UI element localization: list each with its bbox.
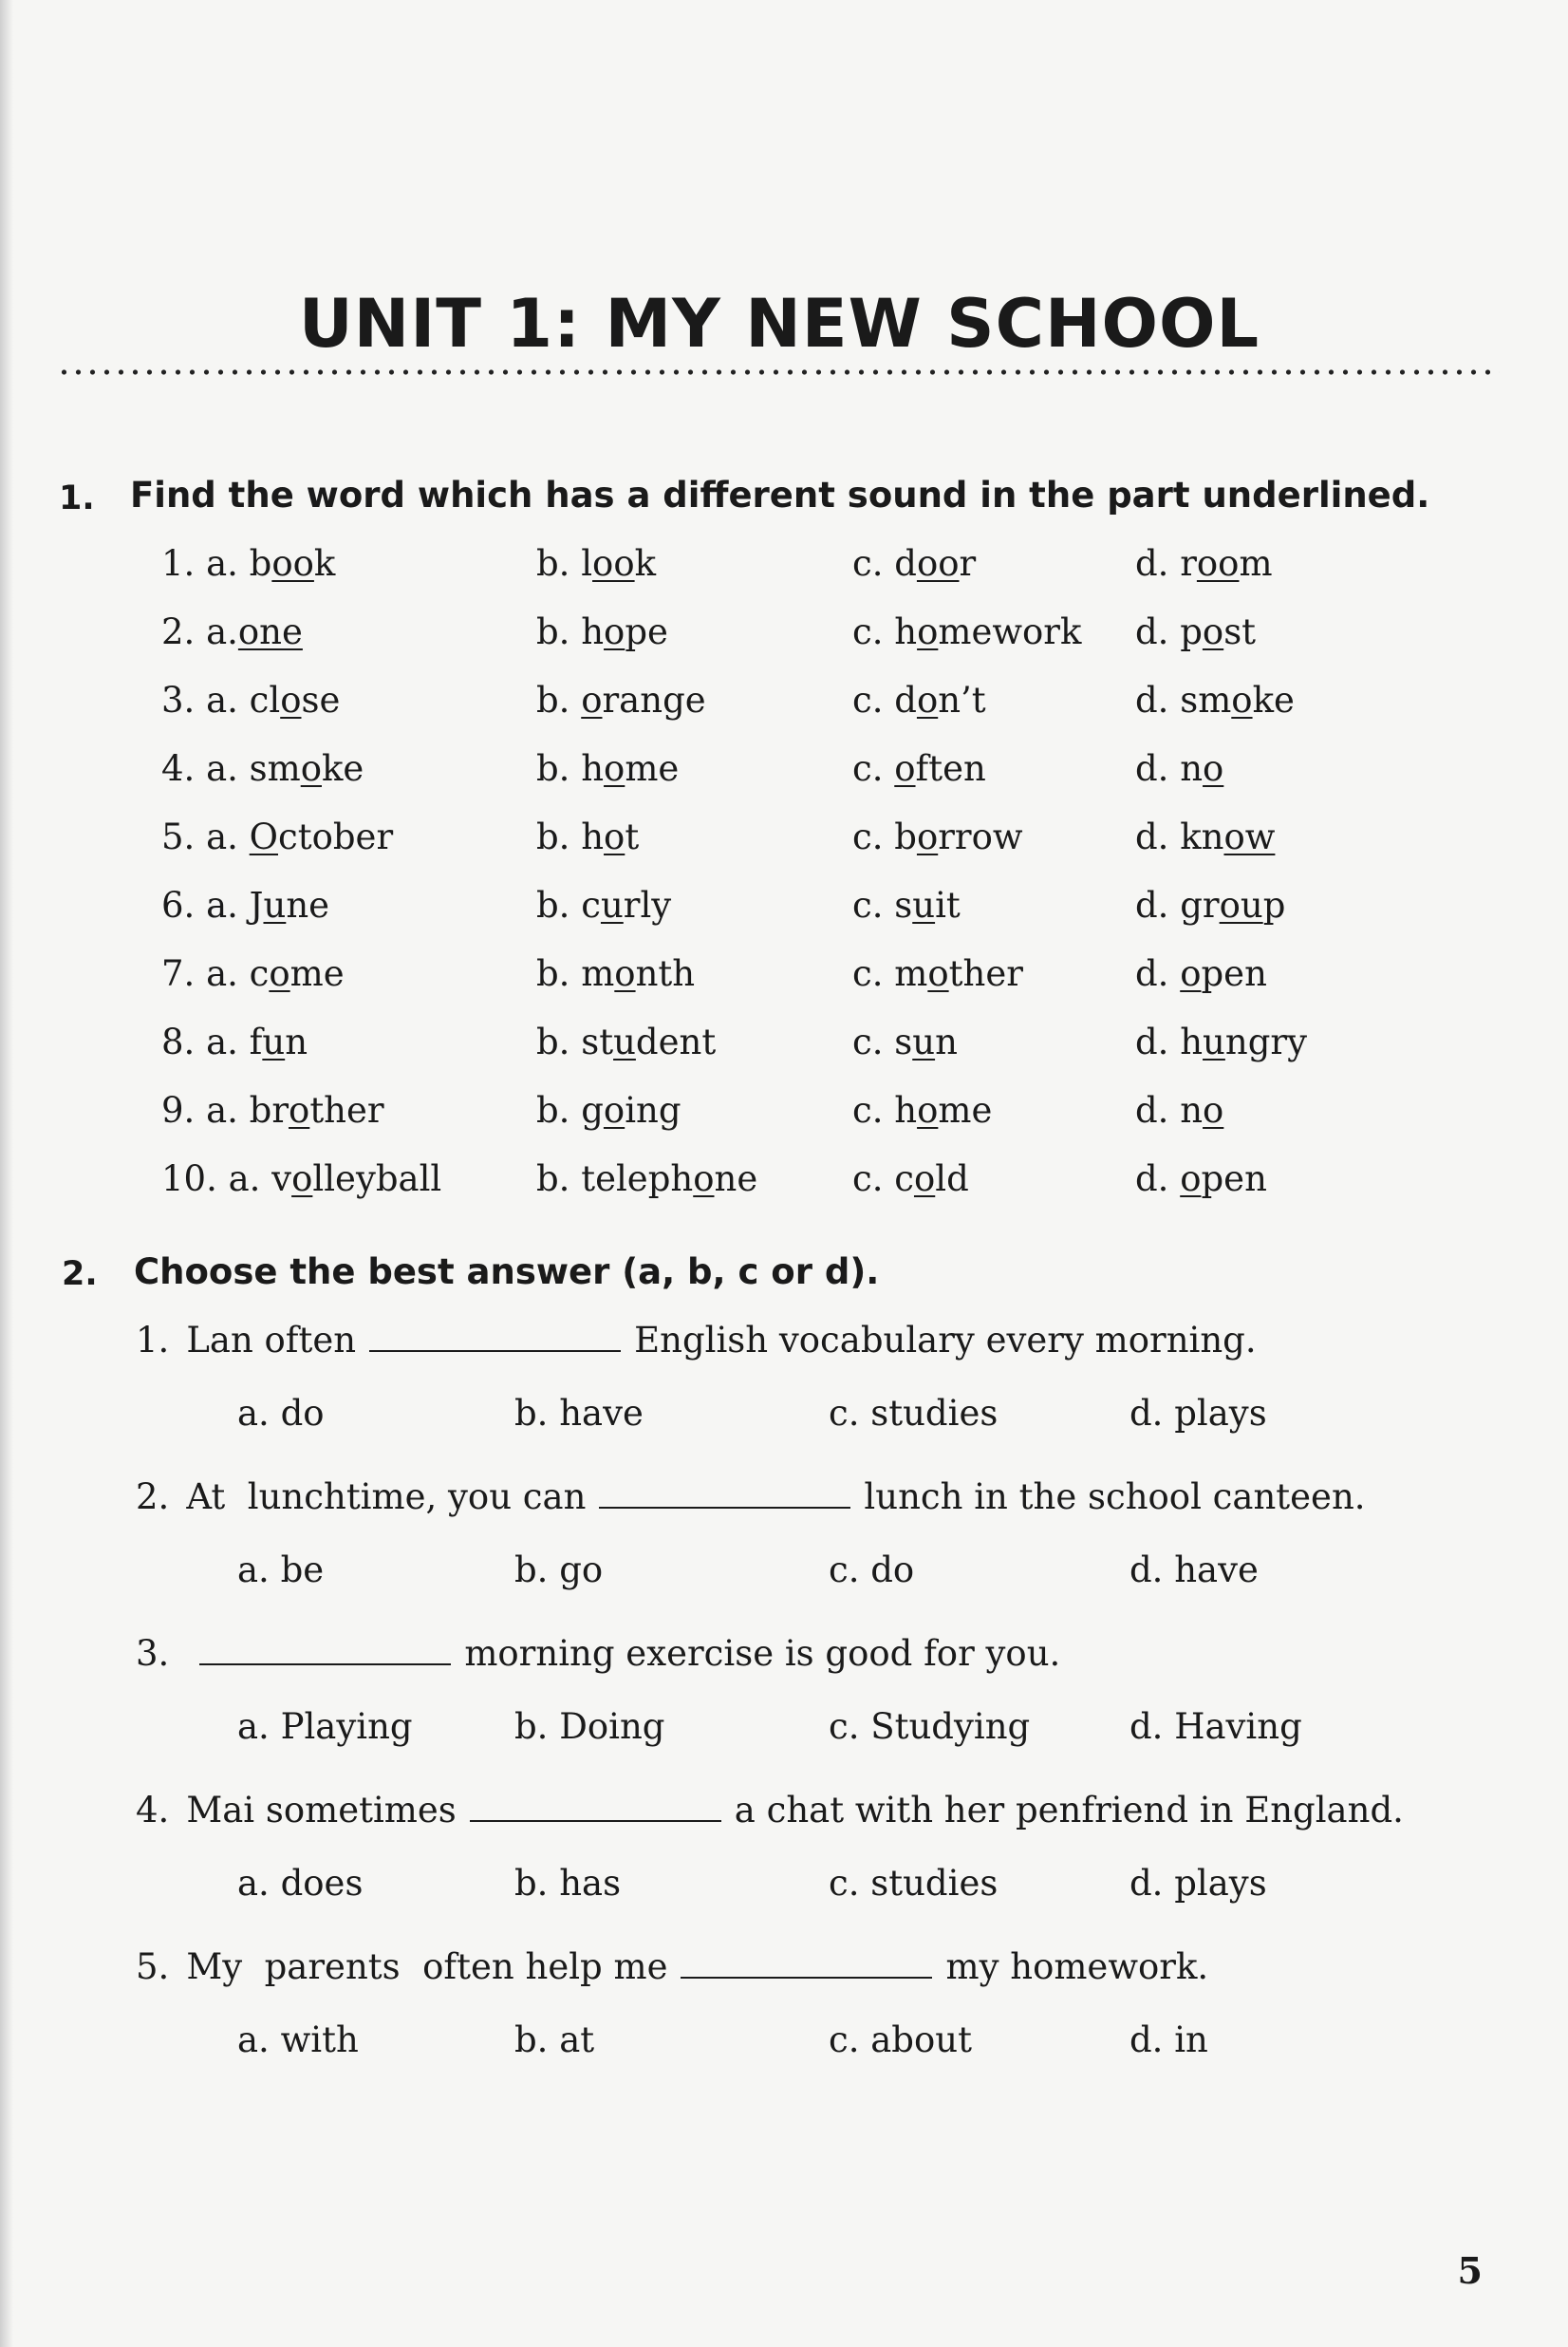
option-text: d. h bbox=[1135, 1022, 1204, 1062]
underlined-part: u bbox=[600, 885, 624, 926]
answer-option: c. studies bbox=[829, 1863, 999, 1904]
answer-option: d. have bbox=[1129, 1549, 1259, 1590]
sound-option bbox=[852, 885, 961, 926]
underlined-part: o bbox=[917, 1090, 939, 1131]
answer-option: c. studies bbox=[829, 1393, 999, 1434]
option-text: d. sm bbox=[1135, 680, 1232, 721]
sound-option bbox=[536, 1022, 716, 1062]
option-text: ke bbox=[1252, 680, 1295, 721]
underlined-part: o bbox=[1231, 680, 1253, 721]
option-text: ctober bbox=[278, 817, 394, 857]
answer-option: a. do bbox=[237, 1393, 325, 1434]
option-text: 5. a. bbox=[161, 817, 250, 857]
option-text: m bbox=[1239, 543, 1273, 584]
sound-option bbox=[1135, 611, 1256, 652]
option-text: 1. a. b bbox=[161, 543, 272, 584]
answer-option: a. be bbox=[237, 1549, 325, 1590]
option-text: c. d bbox=[852, 680, 917, 721]
underlined-part: u bbox=[912, 885, 936, 926]
answer-option: a. with bbox=[237, 2019, 359, 2060]
sound-option bbox=[161, 611, 303, 652]
option-text: range bbox=[602, 680, 706, 721]
sound-option bbox=[536, 543, 656, 584]
page-title: UNIT 1: MY NEW SCHOOL bbox=[298, 285, 1260, 363]
sound-option bbox=[161, 1090, 384, 1131]
option-text: d. n bbox=[1135, 1090, 1204, 1131]
option-text: k bbox=[313, 543, 336, 584]
sound-option bbox=[536, 885, 671, 926]
option-text: ther bbox=[948, 953, 1023, 994]
sound-option bbox=[536, 1158, 757, 1199]
question-line bbox=[136, 1320, 1257, 1361]
underlined-part: o bbox=[693, 1158, 715, 1199]
question-text-before: At lunchtime, you can bbox=[186, 1476, 587, 1517]
underlined-part: oo bbox=[271, 543, 314, 584]
answer-blank[interactable] bbox=[369, 1322, 621, 1352]
underlined-part: o bbox=[1202, 611, 1224, 652]
option-text: me bbox=[625, 748, 680, 789]
option-text: b. l bbox=[536, 543, 593, 584]
option-text: ften bbox=[915, 748, 986, 789]
underlined-part: o bbox=[603, 1090, 625, 1131]
option-text: c. d bbox=[852, 543, 917, 584]
answer-option: d. plays bbox=[1129, 1863, 1267, 1904]
option-text: c. h bbox=[852, 611, 918, 652]
option-text: me bbox=[289, 953, 345, 994]
answer-option: c. do bbox=[829, 1549, 915, 1590]
option-text: 6. a. J bbox=[161, 885, 264, 926]
sound-option bbox=[161, 543, 335, 584]
underlined-part: o bbox=[604, 611, 625, 652]
question-line bbox=[136, 1946, 1208, 1987]
sound-option bbox=[1135, 543, 1273, 584]
answer-blank[interactable] bbox=[199, 1635, 451, 1665]
question-text-before: Mai sometimes bbox=[186, 1790, 457, 1831]
option-text: p bbox=[1262, 885, 1286, 926]
option-text: 7. a. c bbox=[161, 953, 270, 994]
answer-blank[interactable] bbox=[681, 1948, 932, 1979]
option-text: 4. a. sm bbox=[161, 748, 301, 789]
answer-blank[interactable] bbox=[599, 1478, 850, 1509]
sound-option bbox=[1135, 953, 1267, 994]
question-text-after: a chat with her penfriend in England. bbox=[734, 1790, 1404, 1831]
question-line bbox=[136, 1633, 1060, 1674]
underlined-part: oo bbox=[592, 543, 635, 584]
sound-option bbox=[161, 885, 329, 926]
underlined-part: o bbox=[917, 611, 939, 652]
question-number: 3. bbox=[136, 1633, 170, 1674]
answer-option: a. Playing bbox=[237, 1706, 413, 1747]
option-text: 3. a. cl bbox=[161, 680, 281, 721]
sound-option bbox=[536, 748, 679, 789]
option-text: c. m bbox=[852, 953, 928, 994]
sound-option bbox=[161, 817, 393, 857]
underlined-part: o bbox=[280, 680, 302, 721]
question-text-before: My parents often help me bbox=[186, 1946, 668, 1987]
answer-option: b. Doing bbox=[514, 1706, 665, 1747]
sound-option bbox=[1135, 885, 1285, 926]
sound-option bbox=[852, 1022, 958, 1062]
sound-option bbox=[536, 1090, 681, 1131]
option-text: ne bbox=[714, 1158, 758, 1199]
option-text: pe bbox=[625, 611, 668, 652]
sound-option bbox=[852, 611, 1081, 652]
option-text: r bbox=[959, 543, 977, 584]
underlined-part: o bbox=[581, 680, 603, 721]
option-text: d. bbox=[1135, 1158, 1181, 1199]
sound-option bbox=[161, 1158, 441, 1199]
answer-option: b. at bbox=[514, 2019, 595, 2060]
underlined-part: o bbox=[916, 680, 939, 721]
page-number: 5 bbox=[1457, 2249, 1483, 2292]
question-line bbox=[136, 1790, 1404, 1831]
option-text: k bbox=[634, 543, 657, 584]
underlined-part: o bbox=[604, 748, 625, 789]
section2-heading: Choose the best answer (a, b, c or d). bbox=[134, 1251, 880, 1292]
option-text: b. h bbox=[536, 611, 605, 652]
underlined-part: O bbox=[249, 817, 278, 857]
answer-option: d. in bbox=[1129, 2019, 1208, 2060]
option-text: b. st bbox=[536, 1022, 614, 1062]
option-text: se bbox=[301, 680, 341, 721]
option-text: d. r bbox=[1135, 543, 1197, 584]
option-text: c. h bbox=[852, 1090, 918, 1131]
option-text: c. c bbox=[852, 1158, 914, 1199]
underlined-part: oo bbox=[1196, 543, 1240, 584]
option-text: ke bbox=[322, 748, 364, 789]
underlined-part: o bbox=[604, 817, 625, 857]
question-line bbox=[136, 1476, 1366, 1517]
underlined-part: u bbox=[912, 1022, 936, 1062]
underlined-part: o bbox=[300, 748, 322, 789]
underlined-part: o bbox=[1180, 1158, 1202, 1199]
option-text: ld bbox=[935, 1158, 969, 1199]
option-text: 9. a. br bbox=[161, 1090, 289, 1131]
option-text: d. gr bbox=[1135, 885, 1220, 926]
option-text: d. bbox=[1135, 953, 1181, 994]
sound-option bbox=[536, 953, 695, 994]
option-text: n bbox=[285, 1022, 308, 1062]
sound-option bbox=[161, 748, 364, 789]
option-text: c. b bbox=[852, 817, 917, 857]
sound-option bbox=[536, 611, 668, 652]
section2-number: 2. bbox=[62, 1255, 98, 1293]
answer-blank[interactable] bbox=[470, 1792, 721, 1822]
option-text: st bbox=[1223, 611, 1257, 652]
option-text: nth bbox=[635, 953, 696, 994]
section1-number: 1. bbox=[59, 479, 95, 517]
option-text: it bbox=[935, 885, 961, 926]
option-text: rrow bbox=[938, 817, 1023, 857]
sound-option bbox=[852, 953, 1023, 994]
question-text-after: my homework. bbox=[945, 1946, 1209, 1987]
option-text: t bbox=[625, 817, 640, 857]
option-text: c. s bbox=[852, 1022, 913, 1062]
sound-option bbox=[852, 680, 986, 721]
answer-option: d. Having bbox=[1129, 1706, 1302, 1747]
option-text: b. m bbox=[536, 953, 615, 994]
answer-option: c. Studying bbox=[829, 1706, 1031, 1747]
sound-option bbox=[852, 748, 986, 789]
sound-option bbox=[161, 1022, 308, 1062]
option-text: ngry bbox=[1224, 1022, 1307, 1062]
underlined-part: o bbox=[269, 953, 290, 994]
answer-option: c. about bbox=[829, 2019, 972, 2060]
option-text: me bbox=[938, 1090, 993, 1131]
sound-option bbox=[852, 1158, 969, 1199]
option-text: n bbox=[935, 1022, 958, 1062]
option-text: c. s bbox=[852, 885, 913, 926]
sound-option bbox=[536, 817, 639, 857]
option-text: lleyball bbox=[312, 1158, 442, 1199]
option-text: pen bbox=[1201, 953, 1267, 994]
sound-option bbox=[852, 817, 1023, 857]
option-text: 2. a. bbox=[161, 611, 238, 652]
question-number: 4. bbox=[136, 1790, 170, 1831]
underlined-part: o bbox=[614, 953, 636, 994]
question-text-after: English vocabulary every morning. bbox=[634, 1320, 1257, 1361]
question-text-before: Lan often bbox=[186, 1320, 357, 1361]
question-text-after: lunch in the school canteen. bbox=[864, 1476, 1366, 1517]
option-text: d. n bbox=[1135, 748, 1204, 789]
sound-option bbox=[1135, 817, 1275, 857]
sound-option bbox=[1135, 680, 1295, 721]
sound-option bbox=[1135, 1022, 1307, 1062]
option-text: d. kn bbox=[1135, 817, 1224, 857]
question-number: 1. bbox=[136, 1320, 170, 1361]
sound-option bbox=[1135, 748, 1223, 789]
sound-option bbox=[852, 543, 976, 584]
option-text: dent bbox=[635, 1022, 717, 1062]
sound-option bbox=[161, 953, 345, 994]
underlined-part: o bbox=[1180, 953, 1202, 994]
underlined-part: u bbox=[262, 1022, 286, 1062]
answer-option: b. go bbox=[514, 1549, 604, 1590]
underlined-part: u bbox=[613, 1022, 636, 1062]
option-text: b. teleph bbox=[536, 1158, 694, 1199]
sound-option bbox=[161, 680, 340, 721]
option-text: b. c bbox=[536, 885, 601, 926]
answer-option: b. has bbox=[514, 1863, 622, 1904]
question-text-after: morning exercise is good for you. bbox=[464, 1633, 1061, 1674]
underlined-part: u bbox=[1203, 1022, 1225, 1062]
underlined-part: o bbox=[894, 748, 916, 789]
sound-option bbox=[1135, 1158, 1267, 1199]
underlined-part: o bbox=[916, 817, 939, 857]
option-text: ther bbox=[309, 1090, 384, 1131]
option-text: b. g bbox=[536, 1090, 604, 1131]
answer-option: a. does bbox=[237, 1863, 364, 1904]
option-text: pen bbox=[1201, 1158, 1267, 1199]
underlined-part: u bbox=[263, 885, 287, 926]
underlined-part: o bbox=[1203, 748, 1224, 789]
option-text: c. bbox=[852, 748, 895, 789]
sound-option bbox=[536, 680, 706, 721]
option-text: b. h bbox=[536, 748, 605, 789]
answer-option: b. have bbox=[514, 1393, 644, 1434]
option-text: n’t bbox=[938, 680, 986, 721]
question-number: 2. bbox=[136, 1476, 170, 1517]
option-text: rly bbox=[623, 885, 672, 926]
section1-heading: Find the word which has a different sound in the part underlined. bbox=[130, 475, 1430, 516]
underlined-part: oo bbox=[916, 543, 960, 584]
underlined-part: o bbox=[927, 953, 949, 994]
underlined-part: o bbox=[289, 1090, 310, 1131]
option-text: ing bbox=[625, 1090, 681, 1131]
sound-option bbox=[852, 1090, 992, 1131]
option-text: ne bbox=[286, 885, 330, 926]
underlined-part: o bbox=[913, 1158, 936, 1199]
dotted-divider bbox=[57, 366, 1500, 379]
option-text: mework bbox=[938, 611, 1082, 652]
underlined-part: ow bbox=[1223, 817, 1276, 857]
underlined-part: one bbox=[237, 611, 303, 652]
question-number: 5. bbox=[136, 1946, 170, 1987]
option-text: 8. a. f bbox=[161, 1022, 263, 1062]
sound-option bbox=[1135, 1090, 1223, 1131]
underlined-part: o bbox=[1203, 1090, 1224, 1131]
option-text: 10. a. v bbox=[161, 1158, 292, 1199]
option-text: d. p bbox=[1135, 611, 1203, 652]
option-text: b. bbox=[536, 680, 582, 721]
underlined-part: o bbox=[291, 1158, 313, 1199]
option-text: b. h bbox=[536, 817, 605, 857]
underlined-part: ou bbox=[1219, 885, 1263, 926]
answer-option: d. plays bbox=[1129, 1393, 1267, 1434]
